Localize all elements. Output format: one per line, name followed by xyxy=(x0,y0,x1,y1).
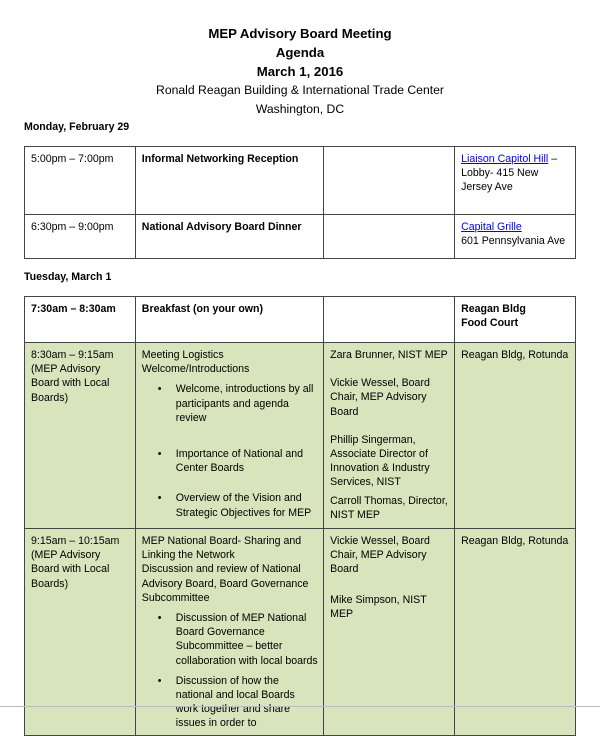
list-item: • Overview of the Vision and Strategic Objectives for MEP xyxy=(176,491,318,519)
page-bottom-divider xyxy=(0,706,600,707)
session-subtitle: Welcome/Introductions xyxy=(141,363,250,376)
list-item: • Discussion of how the national and local Boards work together and share issues in order to xyxy=(176,674,318,731)
time-cell xyxy=(25,343,136,529)
table-row xyxy=(25,215,576,259)
venue-city: Washington, DC xyxy=(255,102,345,116)
list-item: • Welcome, introductions by all participants and agenda review xyxy=(176,382,318,425)
location-address: – Lobby- 415 New Jersey Ave xyxy=(461,153,558,194)
location-link[interactable]: Capital Grille xyxy=(461,221,522,233)
location-cell: Reagan Bldg, Rotunda xyxy=(455,529,576,736)
session-bullet-list xyxy=(142,611,318,731)
time-cell: 5:00pm – 7:00pm xyxy=(25,147,136,215)
time-cell: 6:30pm – 9:00pm xyxy=(25,215,136,259)
table-row xyxy=(25,147,576,215)
monday-schedule-table xyxy=(24,146,576,259)
list-item: • Importance of National and Center Boards xyxy=(176,447,318,475)
session-title: Meeting Logistics xyxy=(141,349,224,361)
tuesday-schedule-table xyxy=(24,296,576,736)
speaker-cell xyxy=(324,147,455,215)
location-cell xyxy=(455,147,576,215)
venue-name: Ronald Reagan Building & International Trade Center xyxy=(156,83,444,97)
speaker-cell xyxy=(324,297,455,343)
day-heading-monday: Monday, February 29 xyxy=(24,121,130,133)
speaker-name: Zara Brunner, NIST MEP xyxy=(330,349,448,361)
meeting-date: March 1, 2016 xyxy=(256,64,344,79)
event-cell: Breakfast (on your own) xyxy=(135,297,323,343)
session-time: 9:15am – 10:15am xyxy=(31,535,120,547)
session-bullet-list xyxy=(142,382,318,519)
speaker-cell xyxy=(324,343,455,529)
location-line-1: Reagan Bldg xyxy=(461,303,526,315)
session-note: (MEP Advisory Board with Local Boards) xyxy=(31,363,110,404)
event-cell xyxy=(135,529,323,736)
session-title: MEP National Board- Sharing and Linking the Network xyxy=(141,535,302,562)
session-time: 8:30am – 9:15am xyxy=(31,349,114,361)
event-cell: National Advisory Board Dinner xyxy=(135,215,323,259)
location-line-2: Food Court xyxy=(461,317,519,330)
agenda-label: Agenda xyxy=(275,45,325,60)
speaker-name: Vickie Wessel, Board Chair, MEP Advisory Board xyxy=(330,377,430,418)
location-link[interactable]: Liaison Capitol Hill xyxy=(461,153,549,165)
table-row xyxy=(25,343,576,529)
document-header xyxy=(0,24,600,119)
event-cell: Informal Networking Reception xyxy=(135,147,323,215)
meeting-title: MEP Advisory Board Meeting xyxy=(208,26,392,41)
session-note: (MEP Advisory Board with Local Boards) xyxy=(31,549,110,590)
speaker-cell xyxy=(324,215,455,259)
day-heading-tuesday: Tuesday, March 1 xyxy=(24,271,112,283)
speaker-cell xyxy=(324,529,455,736)
table-row xyxy=(25,297,576,343)
location-cell: Reagan Bldg, Rotunda xyxy=(455,343,576,529)
speaker-name: Phillip Singerman, Associate Director of Innovation & Industry Services, NIST xyxy=(330,433,430,489)
speaker-name: Carroll Thomas, Director, NIST MEP xyxy=(330,494,448,521)
time-cell xyxy=(25,529,136,736)
location-cell xyxy=(455,215,576,259)
table-row xyxy=(25,529,576,736)
time-cell: 7:30am – 8:30am xyxy=(25,297,136,343)
session-subtitle: Discussion and review of National Advisory Board, Board Governance Subcommittee xyxy=(141,563,309,604)
location-cell xyxy=(455,297,576,343)
list-item: • Discussion of MEP National Board Governance Subcommittee – better collaboration with local boards xyxy=(176,611,318,668)
location-address: 601 Pennsylvania Ave xyxy=(461,235,566,248)
speaker-name: Mike Simpson, NIST MEP xyxy=(330,593,427,620)
speaker-name: Vickie Wessel, Board Chair, MEP Advisory Board xyxy=(330,535,430,576)
event-cell xyxy=(135,343,323,529)
